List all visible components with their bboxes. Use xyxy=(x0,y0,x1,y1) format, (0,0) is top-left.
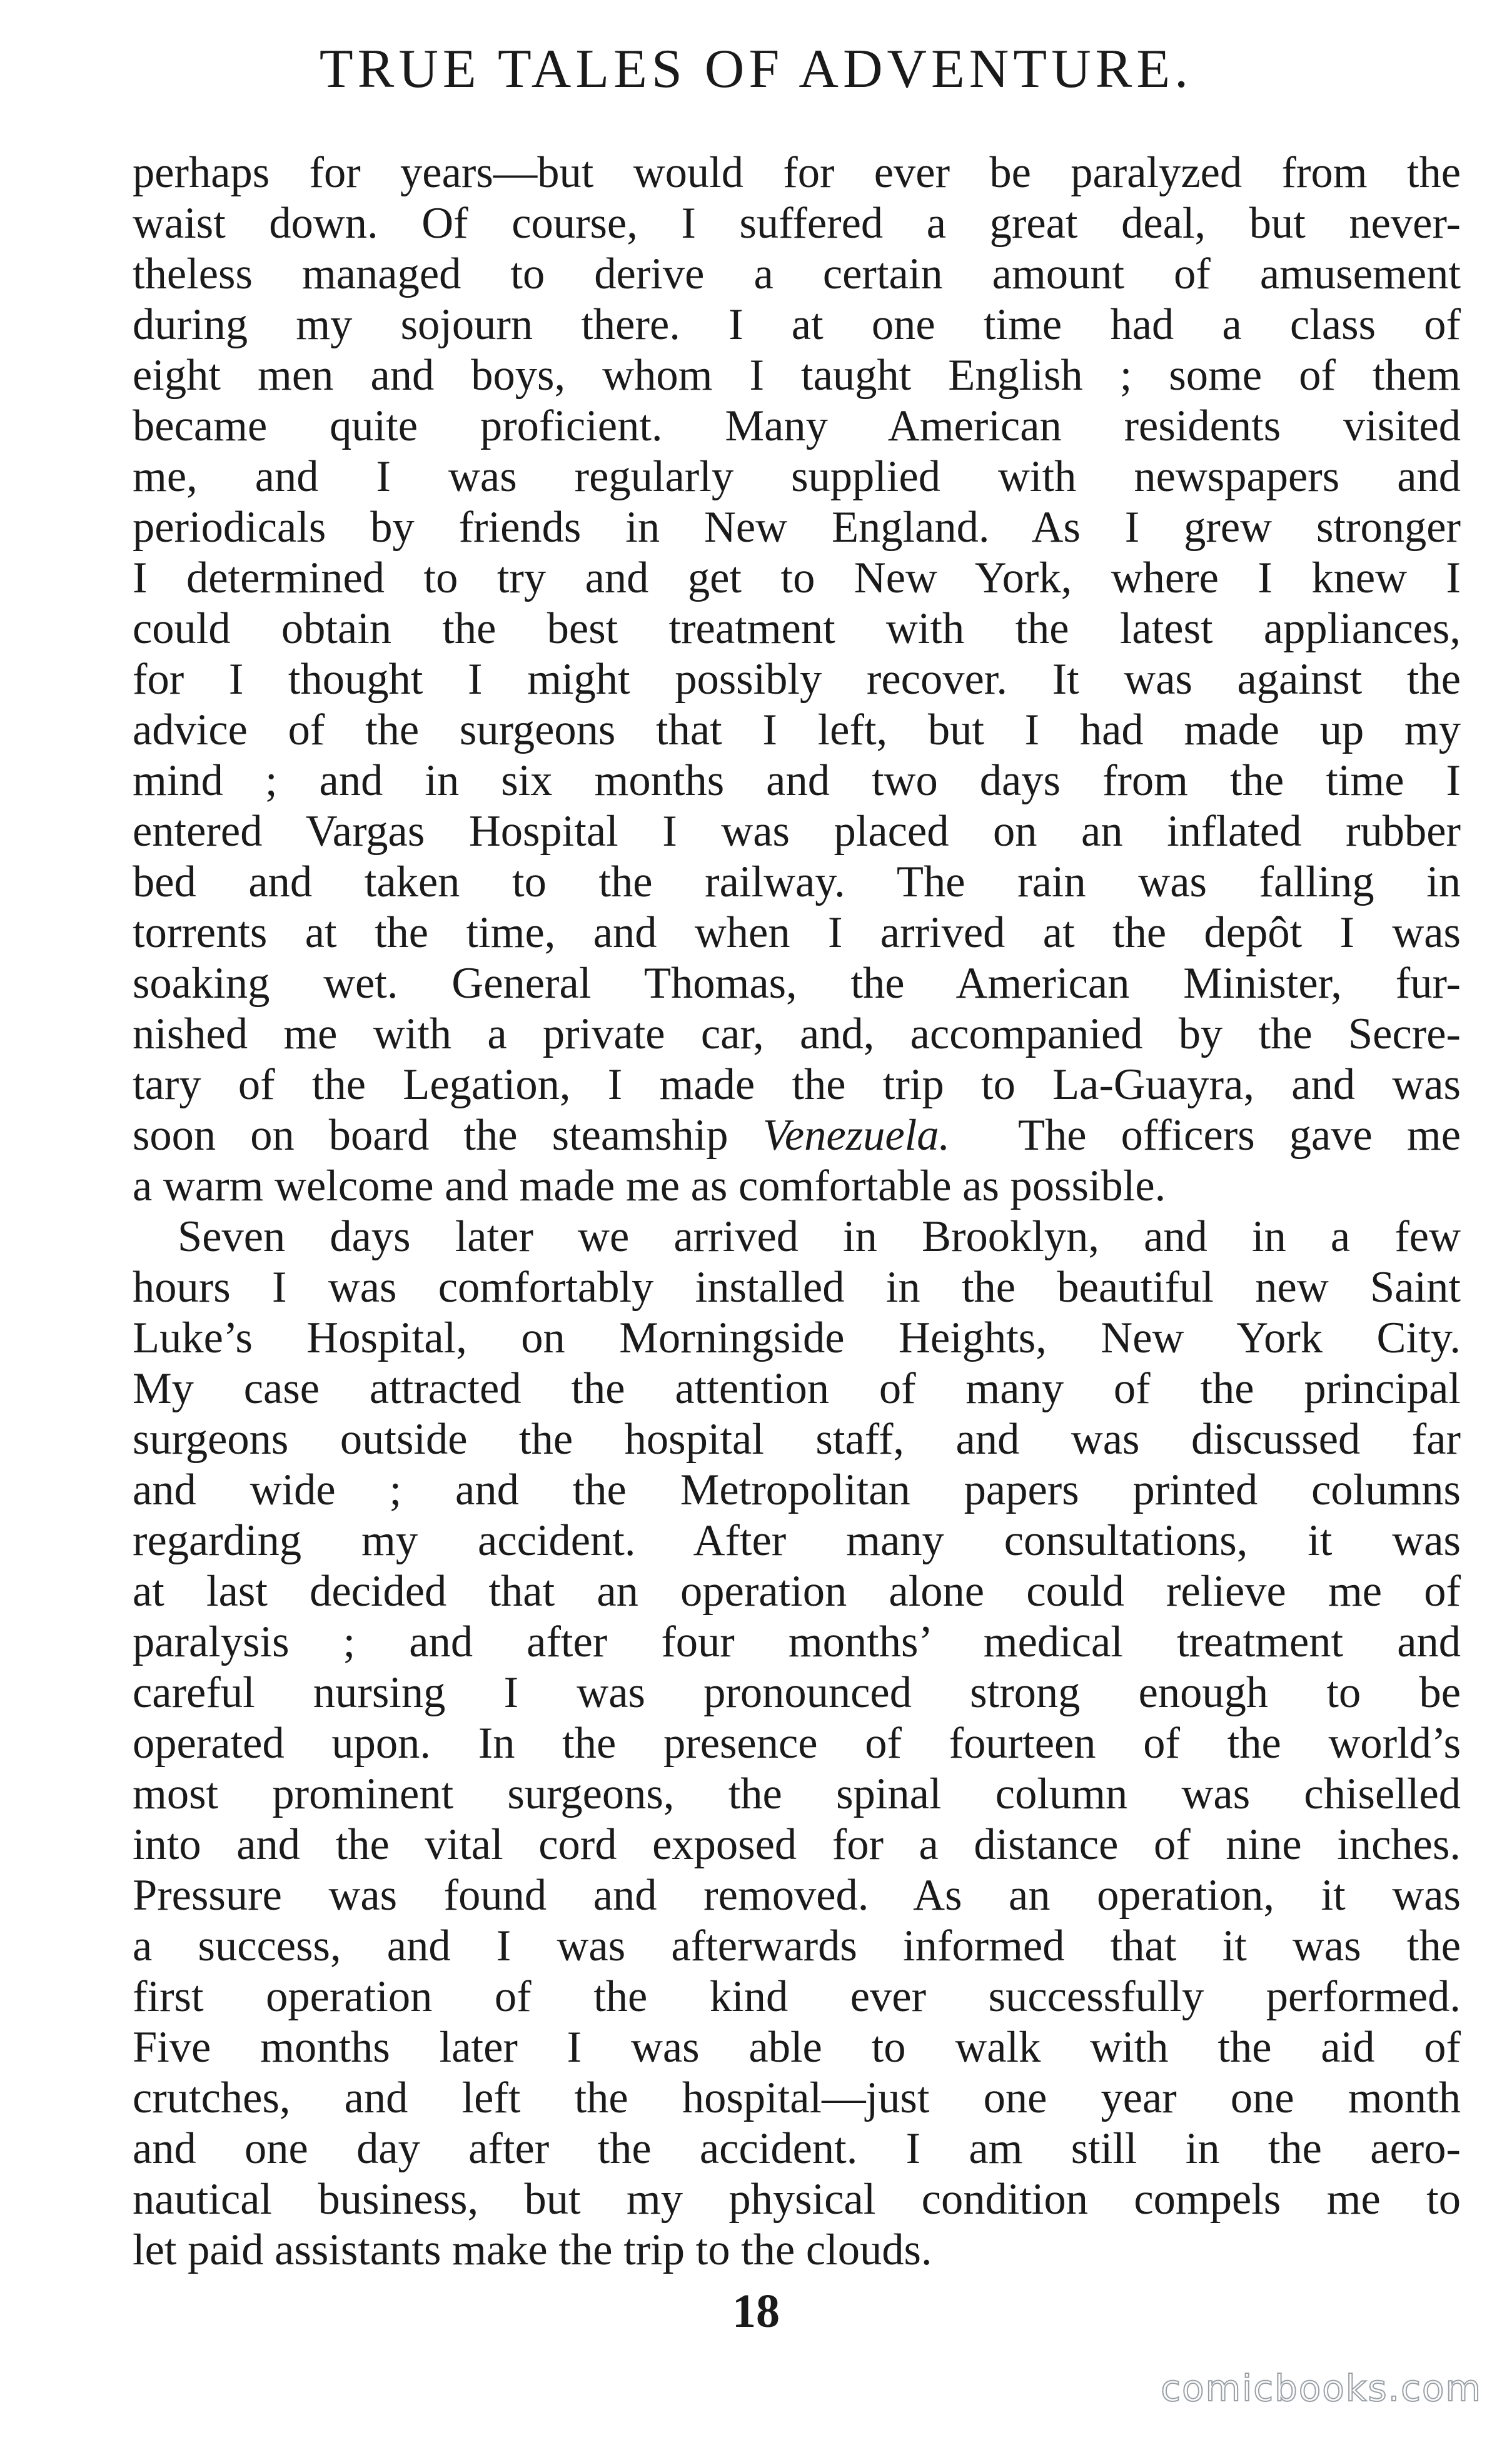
text-line: careful nursing I was pronounced strong enough to be xyxy=(133,1668,1461,1717)
text-line: most prominent surgeons, the spinal column was chiselled xyxy=(133,1770,1461,1818)
text-line: I determined to try and get to New York, where I knew I xyxy=(133,554,1461,602)
text-line: crutches, and left the hospital—just one year one month xyxy=(133,2074,1461,2122)
text-line: a success, and I was afterwards informed that it was the xyxy=(133,1922,1461,1970)
text-line: at last decided that an operation alone could relieve me of xyxy=(133,1567,1461,1616)
text-line: during my sojourn there. I at one time had a class of xyxy=(133,300,1461,349)
page-number: 18 xyxy=(732,2285,780,2338)
text-line: nished me with a private car, and, accompanied by the Secre- xyxy=(133,1010,1461,1058)
text-line: Luke’s Hospital, on Morningside Heights, New York City. xyxy=(133,1314,1461,1362)
text-line: entered Vargas Hospital I was placed on an inflated rubber xyxy=(133,807,1461,856)
text-line: Pressure was found and removed. As an operation, it was xyxy=(133,1871,1461,1920)
text-line: theless managed to derive a certain amount of amusement xyxy=(133,250,1461,298)
text-line: became quite proficient. Many American residents visited xyxy=(133,402,1461,450)
text-line: bed and taken to the railway. The rain was falling in xyxy=(133,858,1461,906)
text-line: torrents at the time, and when I arrived at the depôt I was xyxy=(133,908,1461,957)
text-line: surgeons outside the hospital staff, and was discussed far xyxy=(133,1415,1461,1464)
text-line: mind ; and in six months and two days from the time I xyxy=(133,756,1461,805)
ship-name: Venezuela. xyxy=(762,1111,950,1160)
text-line: and wide ; and the Metropolitan papers printed columns xyxy=(133,1466,1461,1514)
text-line: tary of the Legation, I made the trip to La-Guayra, and was xyxy=(133,1060,1461,1109)
text-line: My case attracted the attention of many of the principal xyxy=(133,1364,1461,1413)
text-line: hours I was comfortably installed in the beautiful new Saint xyxy=(133,1263,1461,1312)
text-line: nautical business, but my physical condition compels me to xyxy=(133,2175,1461,2224)
text-segment: The officers gave me xyxy=(950,1111,1461,1160)
text-line: regarding my accident. After many consultations, it was xyxy=(133,1516,1461,1565)
text-line: Five months later I was able to walk with the aid of xyxy=(133,2023,1461,2072)
text-line: paralysis ; and after four months’ medical treatment and xyxy=(133,1618,1461,1666)
text-line: into and the vital cord exposed for a distance of nine inches. xyxy=(133,1820,1461,1869)
text-segment: soon on board the steamship xyxy=(133,1111,763,1160)
text-line: first operation of the kind ever successfully performed. xyxy=(133,1972,1461,2021)
paragraph-end-line: a warm welcome and made me as comfortable as possible. xyxy=(133,1162,1166,1210)
site-watermark: comicbooks.com xyxy=(1161,2367,1482,2409)
text-line: and one day after the accident. I am still in the aero- xyxy=(133,2124,1461,2173)
text-line: advice of the surgeons that I left, but I had made up my xyxy=(133,706,1461,754)
text-line: eight men and boys, whom I taught English ; some of them xyxy=(133,351,1461,400)
text-line: soaking wet. General Thomas, the American Minister, fur- xyxy=(133,959,1461,1008)
text-line: me, and I was regularly supplied with newspapers and xyxy=(133,452,1461,501)
text-line: operated upon. In the presence of fourteen of the world’s xyxy=(133,1719,1461,1768)
body-text xyxy=(133,148,1461,2276)
text-line: periodicals by friends in New England. As I grew stronger xyxy=(133,503,1461,552)
text-line: waist down. Of course, I suffered a great deal, but never- xyxy=(133,199,1461,248)
text-line-with-ship-name xyxy=(133,1110,1461,1161)
text-line: could obtain the best treatment with the latest appliances, xyxy=(133,604,1461,653)
text-line: perhaps for years—but would for ever be paralyzed from the xyxy=(133,148,1461,197)
text-line: for I thought I might possibly recover. It was against the xyxy=(133,655,1461,704)
paragraph-end-line: let paid assistants make the trip to the clouds. xyxy=(133,2226,932,2274)
paragraph-first-line: Seven days later we arrived in Brooklyn, and in a few xyxy=(178,1212,1461,1261)
running-title: TRUE TALES OF ADVENTURE. xyxy=(319,39,1193,99)
